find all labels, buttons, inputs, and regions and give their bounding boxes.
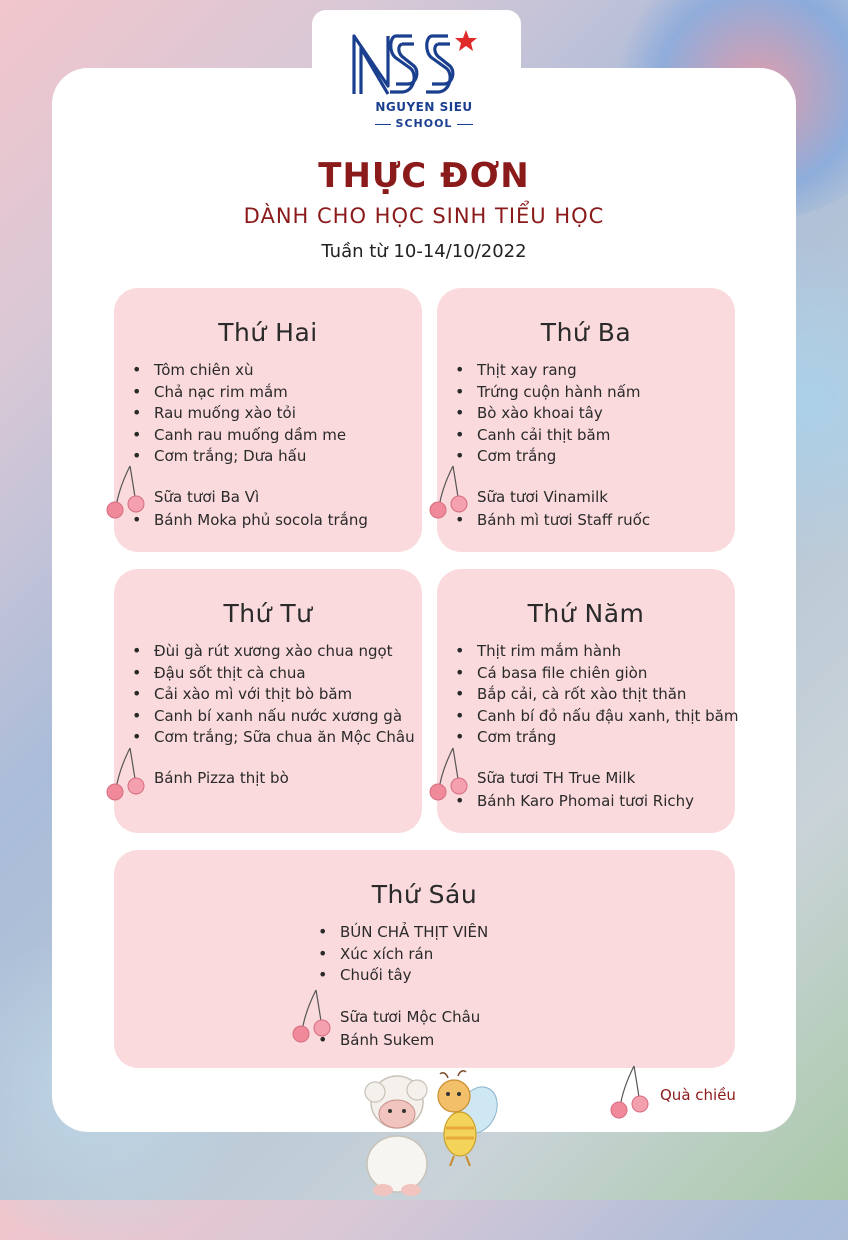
page-title: THỰC ĐƠN (318, 156, 530, 196)
list-item: • Cơm trắng; Dưa hấu (132, 445, 346, 467)
list-item: • Cải xào mì với thịt bò băm (132, 683, 415, 705)
afternoon-list (455, 768, 694, 811)
day-card-tuesday (437, 288, 735, 552)
cherry-icon (608, 1062, 652, 1120)
list-item: • Canh cải thịt băm (455, 424, 640, 446)
list-item: • Bò xào khoai tây (455, 402, 640, 424)
list-item: • Cá basa file chiên giòn (455, 662, 738, 684)
list-item: Sữa tươi Vinamilk (477, 488, 608, 506)
list-item: • Cơm trắng (455, 726, 738, 748)
list-item: • Cơm trắng; Sữa chua ăn Mộc Châu (132, 726, 415, 748)
lunch-list (455, 640, 738, 748)
bee-mascot-icon (424, 1070, 504, 1170)
school-logo-icon (350, 28, 480, 100)
list-item: • Canh bí đỏ nấu đậu xanh, thịt băm (455, 705, 738, 727)
day-card-monday (114, 288, 422, 552)
list-item: • Tôm chiên xù (132, 359, 346, 381)
list-item: • Bánh Sukem (318, 1029, 480, 1051)
list-item: Sữa tươi Ba Vì (154, 488, 260, 506)
lunch-list (318, 921, 488, 986)
cherry-icon (427, 462, 471, 520)
afternoon-list (132, 768, 289, 790)
cherry-icon (104, 744, 148, 802)
lunch-list (455, 359, 640, 467)
list-item: • Chả nạc rim mắm (132, 381, 346, 403)
list-item: • Rau muống xào tỏi (132, 402, 346, 424)
list-item: • Thịt rim mắm hành (455, 640, 738, 662)
list-item: • Trứng cuộn hành nấm (455, 381, 640, 403)
list-item: • Bánh mì tươi Staff ruốc (455, 509, 650, 531)
cherry-icon (427, 744, 471, 802)
list-item: • Bánh Karo Phomai tươi Richy (455, 790, 694, 812)
lunch-list (132, 359, 346, 467)
day-title: Thứ Năm (527, 599, 645, 628)
legend-label: Quà chiều (660, 1086, 736, 1104)
day-card-wednesday (114, 569, 422, 833)
day-title: Thứ Sáu (371, 880, 478, 909)
list-item: Bánh Pizza thịt bò (154, 769, 289, 787)
list-item: • Cơm trắng (455, 445, 640, 467)
list-item: Sữa tươi TH True Milk (477, 769, 636, 787)
list-item: • Đậu sốt thịt cà chua (132, 662, 415, 684)
cherry-icon (104, 462, 148, 520)
school-sub: SCHOOL (300, 117, 548, 130)
list-item: • Bánh Moka phủ socola trắng (132, 509, 368, 531)
list-item: • Canh bí xanh nấu nước xương gà (132, 705, 415, 727)
list-item: • Canh rau muống dầm me (132, 424, 346, 446)
day-card-friday (114, 850, 735, 1068)
day-title: Thứ Tư (223, 599, 313, 628)
afternoon-list (132, 487, 368, 530)
list-item: Sữa tươi Mộc Châu (340, 1008, 481, 1026)
afternoon-list (455, 487, 650, 530)
afternoon-list (318, 1007, 480, 1050)
list-item: • Chuối tây (318, 964, 488, 986)
list-item: • Thịt xay rang (455, 359, 640, 381)
week-range: Tuần từ 10-14/10/2022 (321, 241, 527, 262)
day-title: Thứ Hai (218, 318, 318, 347)
list-item: • BÚN CHẢ THỊT VIÊN (318, 921, 488, 943)
lunch-list (132, 640, 415, 748)
day-title: Thứ Ba (540, 318, 632, 347)
cherry-icon (290, 986, 334, 1044)
list-item: • Bắp cải, cà rốt xào thịt thăn (455, 683, 738, 705)
day-card-thursday (437, 569, 739, 833)
list-item: • Đùi gà rút xương xào chua ngọt (132, 640, 415, 662)
list-item: • Xúc xích rán (318, 943, 488, 965)
page-subtitle: DÀNH CHO HỌC SINH TIỂU HỌC (243, 204, 605, 228)
school-name: NGUYEN SIEU (375, 100, 473, 114)
